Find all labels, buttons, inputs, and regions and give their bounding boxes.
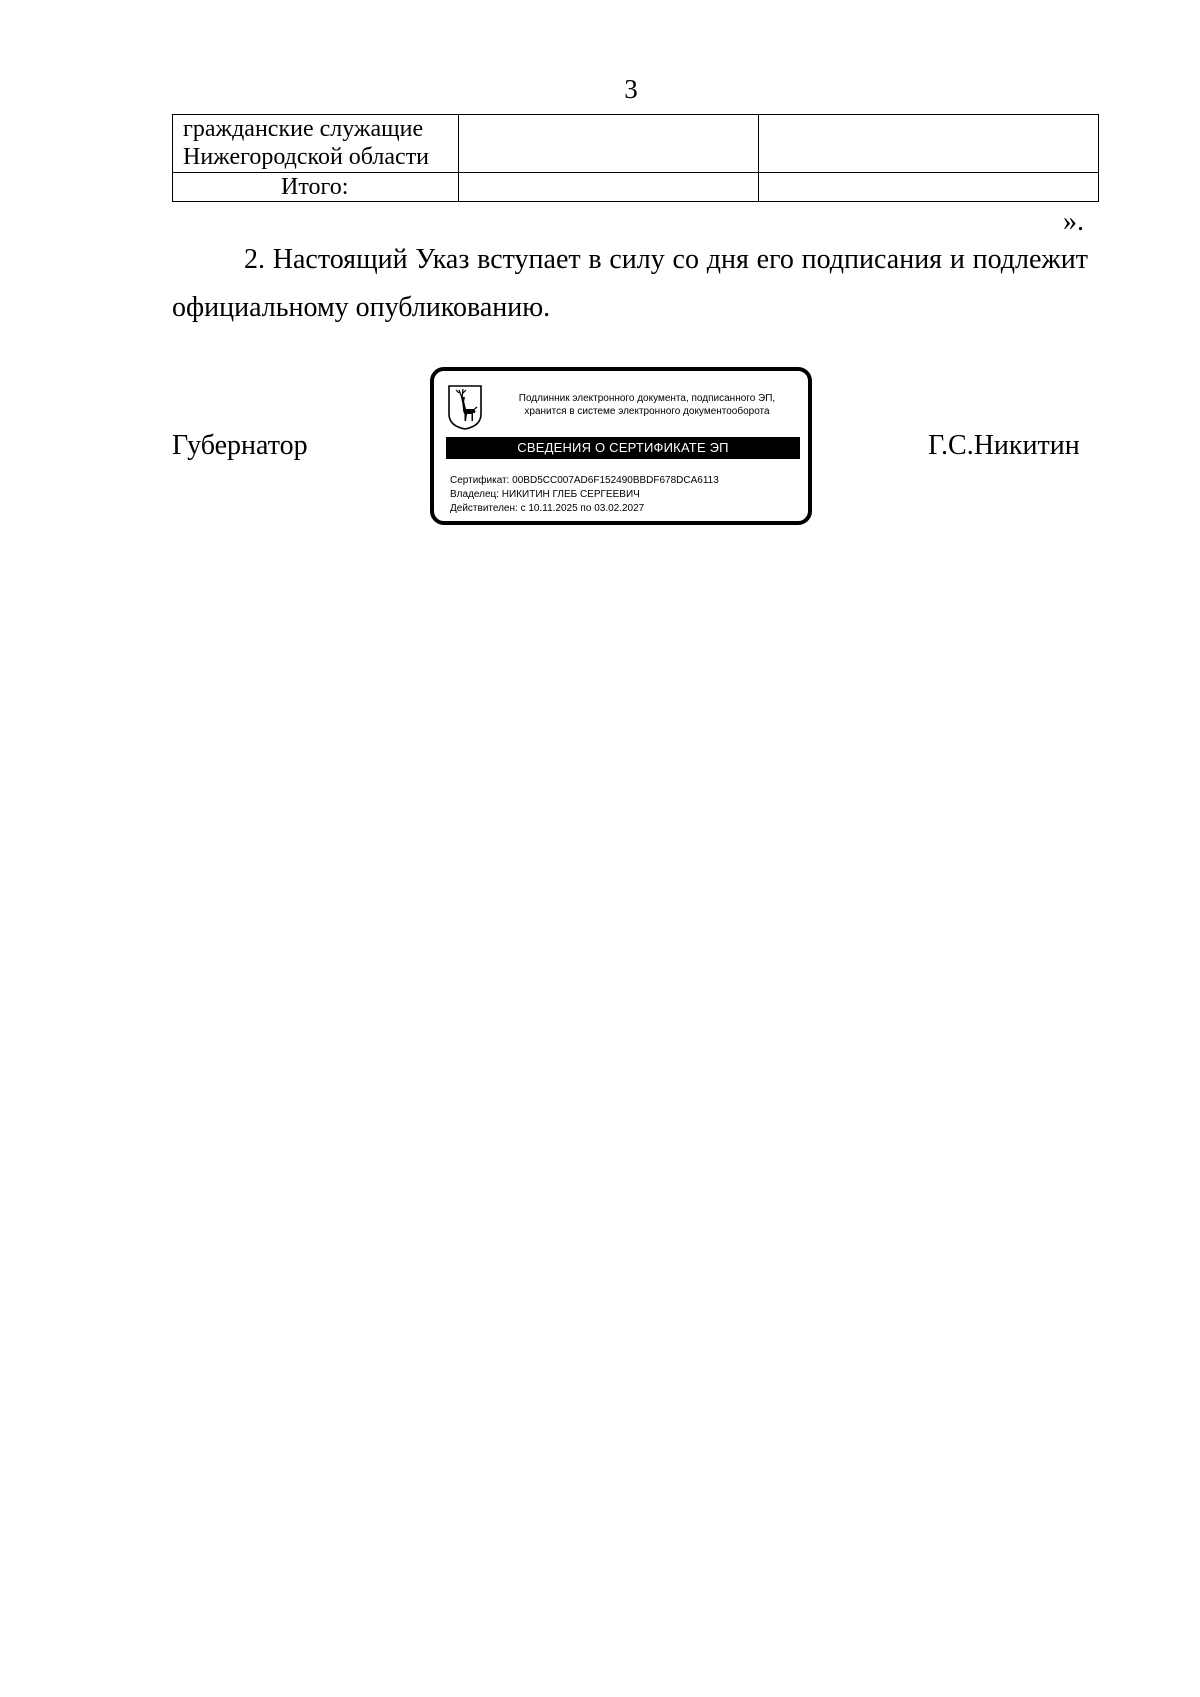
signer-position: Губернатор [172, 430, 308, 461]
signer-name: Г.С.Никитин [928, 430, 1080, 461]
decree-paragraph: 2. Настоящий Указ вступает в силу со дня его подписания и подлежит официальному опубликованию. [172, 244, 1088, 323]
summary-table [172, 114, 1099, 202]
table-row [173, 115, 1099, 173]
closing-quote: ». [1063, 206, 1084, 237]
table-cell-category: гражданские служащие Нижегородской области [173, 115, 459, 173]
page-number: 3 [624, 74, 638, 104]
stamp-header: СВЕДЕНИЯ О СЕРТИФИКАТЕ ЭП [446, 437, 800, 459]
table-cell [759, 115, 1099, 173]
stamp-owner: Владелец: НИКИТИН ГЛЕБ СЕРГЕЕВИЧ [450, 489, 640, 500]
stamp-validity: Действителен: с 10.11.2025 по 03.02.2027 [450, 503, 645, 514]
table-cell [759, 173, 1099, 202]
stamp-notice-line: хранится в системе электронного документооборота [524, 406, 770, 417]
table-cell [459, 173, 759, 202]
stamp-notice-line: Подлинник электронного документа, подписанного ЭП, [518, 393, 776, 404]
deer-emblem-icon [447, 384, 483, 430]
stamp-certificate-details [450, 474, 719, 516]
stamp-certificate: Сертификат: 00BD5CC007AD6F152490BBDF678DCA6113 [450, 475, 719, 486]
table-cell [459, 115, 759, 173]
table-row-total [173, 173, 1099, 202]
table-cell-total-label: Итого: [173, 173, 459, 202]
stamp-notice [492, 392, 802, 418]
electronic-signature-stamp [430, 367, 812, 525]
